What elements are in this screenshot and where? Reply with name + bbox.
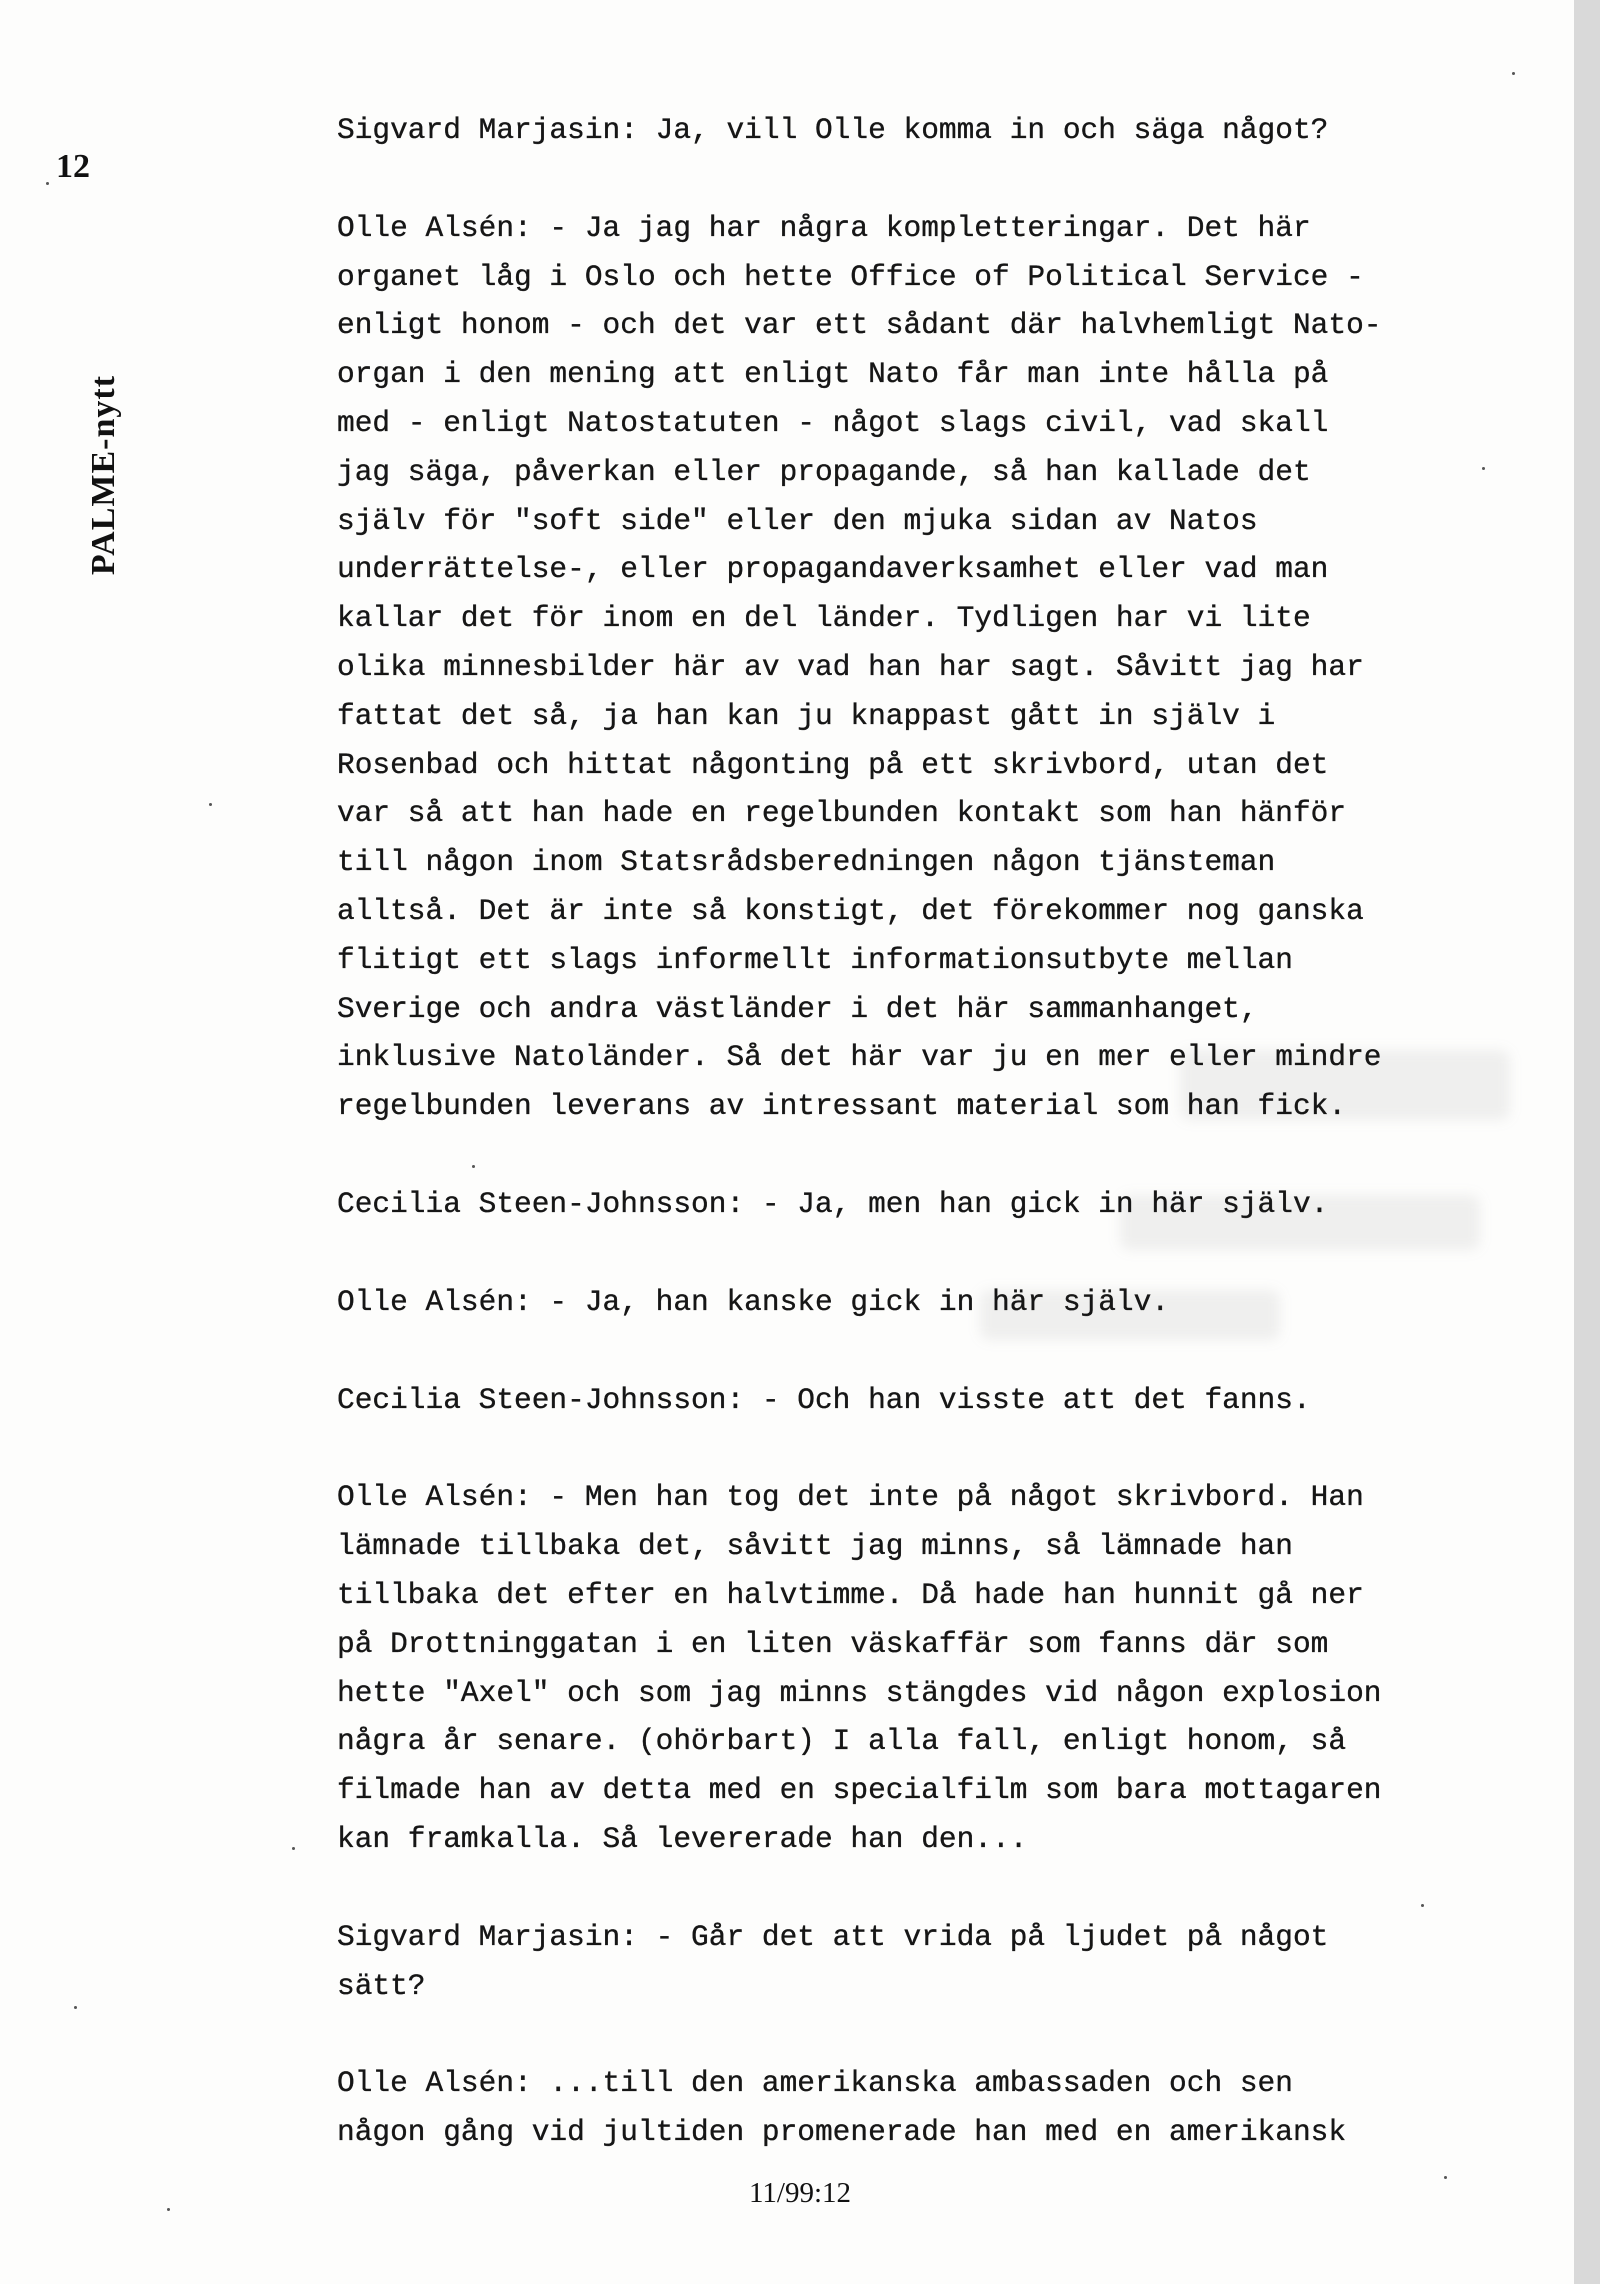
scan-edge-strip xyxy=(1574,0,1600,2284)
transcript-paragraph: Olle Alsén: - Men han tog det inte på något skrivbord. Han lämnade tillbaka det, såvitt jag minns, så lämnade han tillbaka det efter en halvtimme. Då hade han hunnit gå ner på Drottninggatan i en liten väskaffär som fanns där som hette "Axel" och som jag minns stängdes vid någon explosion några år senare. (ohörbart) I alla fall, enligt honom, så filmade han av detta med en specialfilm som bara mottagaren kan framkalla. Så levererade han den... xyxy=(337,1480,1382,1856)
transcript-paragraph: Sigvard Marjasin: - Går det att vrida på ljudet på något sätt? xyxy=(337,1919,1329,2003)
transcript-paragraph: Olle Alsén: - Ja, han kanske gick in här själv. xyxy=(337,1284,1170,1319)
transcript-paragraph: Olle Alsén: ...till den amerikanska ambassaden och sen någon gång vid jultiden promenerade han med en amerikansk xyxy=(337,2066,1347,2150)
transcript-paragraph: Sigvard Marjasin: Ja, vill Olle komma in och säga något? xyxy=(337,113,1329,147)
scan-speck xyxy=(46,182,49,185)
scan-speck xyxy=(1512,72,1515,75)
page-number: 12 xyxy=(56,148,90,185)
transcript xyxy=(337,106,1517,2157)
scan-speck xyxy=(74,2006,77,2009)
transcript-paragraph: Olle Alsén: - Ja jag har några kompletteringar. Det här organet låg i Oslo och hette Office of Political Service - enligt honom - och det var ett sådant där halvhemligt Nato- organ i den mening att enligt Nato får man inte hålla på med - enligt Natostatuten - något slags civil, vad skall jag säga, påverkan eller propagande, så han kallade det själv för "soft side" eller den mjuka sidan av Natos underrättelse-, eller propagandaverksamhet eller vad man kallar det för inom en del länder. Tydligen har vi lite olika minnesbilder här av vad han har sagt. Såvitt jag har fattat det så, ja han kan ju knappast gått in själv i Rosenbad och hittat någonting på ett skrivbord, utan det var så att han hade en regelbunden kontakt som han hänför till någon inom Statsrådsberedningen någon tjänsteman alltså. Det är inte så konstigt, det förekommer nog ganska flitigt ett slags informellt informationsutbyte mellan Sverige och andra västländer i det här sammanhanget, inklusive Natoländer. Så det här var ju en mer eller mindre regelbunden leverans av intressant material som han fick. xyxy=(337,210,1382,1124)
transcript-paragraph: Cecilia Steen-Johnsson: - Och han visste att det fanns. xyxy=(337,1382,1311,1417)
scan-speck xyxy=(209,803,212,806)
side-title: PALME-nytt xyxy=(85,374,122,576)
transcript-paragraph: Cecilia Steen-Johnsson: - Ja, men han gick in här själv. xyxy=(337,1186,1329,1221)
page-footer: 11/99:12 xyxy=(748,2177,852,2209)
scan-speck xyxy=(292,1847,295,1850)
